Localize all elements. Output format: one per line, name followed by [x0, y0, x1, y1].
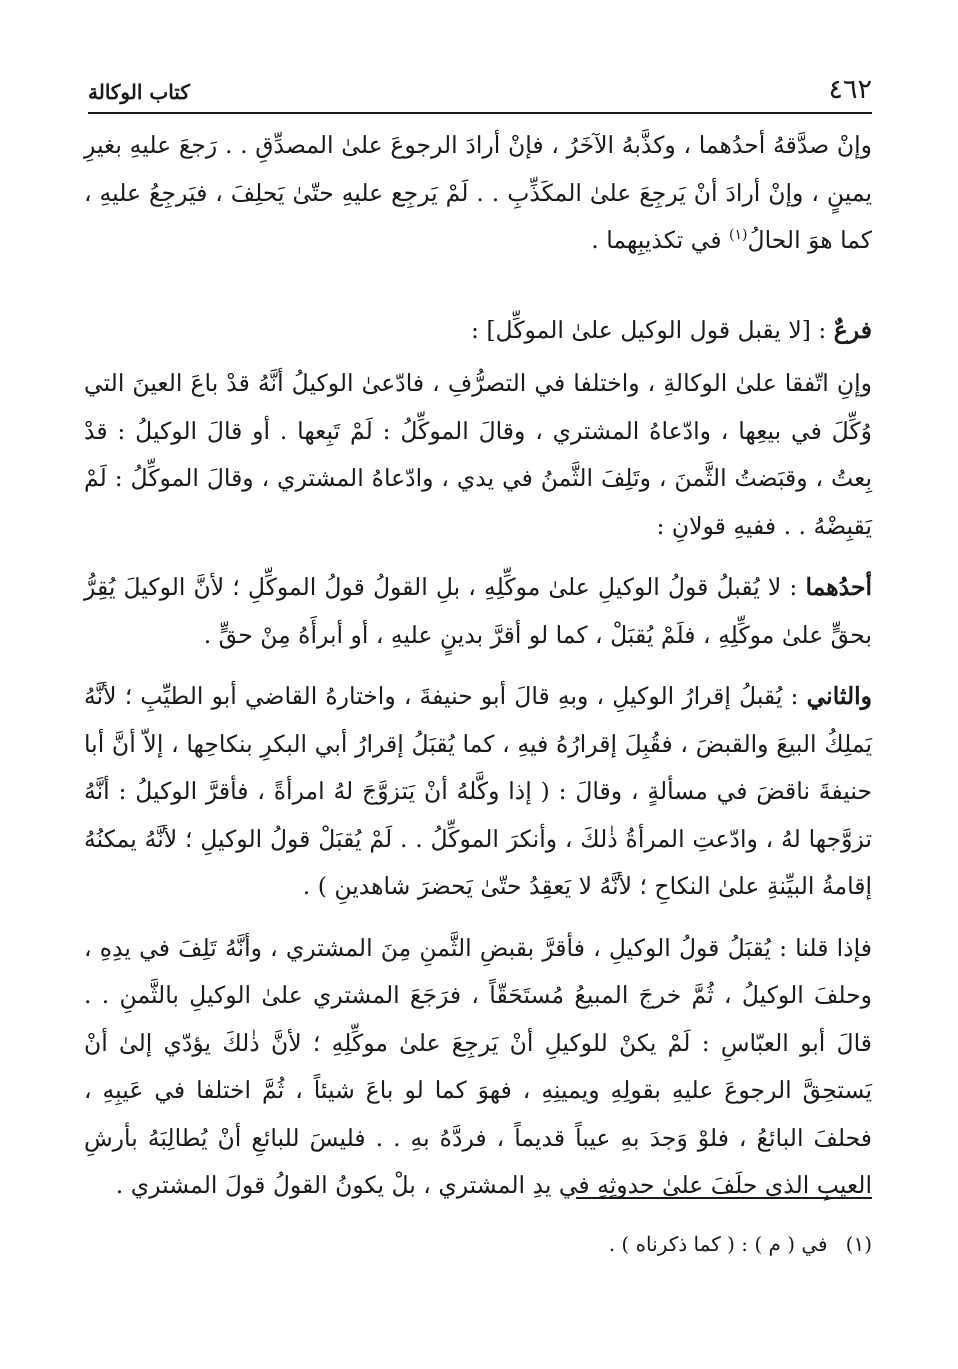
page-number: ٤٦٢ [828, 74, 872, 105]
section-spacer [84, 279, 872, 307]
page-header [88, 72, 872, 114]
branch-title: : [لا يقبل قول الوكيل علىٰ الموكِّل] : [470, 315, 834, 344]
second-opinion-label: والثاني [806, 682, 872, 710]
intro-text-end: في تكذيبِهما . [591, 226, 730, 254]
book-title: كتاب الوكالة [88, 80, 190, 104]
intro-paragraph [84, 122, 872, 265]
second-opinion-text: : يُقبلُ إقرارُ الوكيلِ ، وبهِ قالَ أبو حنيفةَ ، واختارهُ القاضي أبو الطيِّبِ ؛ لأنَّهُ يَملِكُ البيعَ والقبضَ ، فقُبِلَ إقرارُهُ فيهِ ، كما يُقبَلُ إقرارُ أبي البكرِ بنكاحِها ، إلاّ أنَّ أبا حنيفةَ ناقضَ في مسألةٍ ، وقالَ : ( إذا وكَّلهُ أنْ يَتزوَّجَ لهُ امرأةً ، فأقرَّ الوكيلُ : أنَّهُ تزوَّجها لهُ ، وادّعتِ المرأةُ ذٰلكَ ، وأنكرَ الموكِّلُ . . لَمْ يُقبَلْ قولُ الوكيلِ ؛ لأنَّهُ يمكنُهُ إقامةُ البيِّنةِ علىٰ النكاحِ ؛ لأنَّهُ لا يَعقِدُ حتّىٰ يَحضرَ شاهدينِ ) . [84, 682, 872, 900]
main-text [84, 122, 872, 1224]
first-opinion-label: أحدُهما [805, 573, 872, 601]
first-opinion-text: : لا يُقبلُ قولُ الوكيلِ علىٰ موكِّلِهِ ، بلِ القولُ قولُ الموكِّلِ ؛ لأنَّ الوكيلَ يُقِرُّ بحقٍّ علىٰ موكِّلِهِ ، فلَمْ يُقبَلْ ، كما لو أقرَّ بدينٍ عليهِ ، أو أبرأَهُ مِنْ حقٍّ . [84, 573, 872, 649]
footnote-marker: (١) [845, 1232, 872, 1256]
second-opinion-paragraph [84, 673, 872, 911]
footnote [84, 1232, 872, 1256]
intro-text: وإنْ صدَّقهُ أحدُهما ، وكذَّبهُ الآخَرُ ، فإنْ أرادَ الرجوعَ علىٰ المصدِّقِ . . رَجعَ عليهِ بغيرِ يمينٍ ، وإنْ أرادَ أنْ يَرجِعَ علىٰ المكَذِّبِ . . لَمْ يَرجِع عليهِ حتّىٰ يَحلِفَ ، فيَرجِعُ عليهِ ، كما هوَ الحالُ [84, 131, 872, 254]
footnote-reference: (١) [729, 227, 748, 244]
first-opinion-paragraph [84, 564, 872, 659]
footnote-text: في ( م ) : ( كما ذكرناه ) . [608, 1232, 828, 1256]
final-paragraph: فإذا قلنا : يُقبَلُ قولُ الوكيلِ ، فأقرَّ بقبضِ الثَّمنِ مِنَ المشتري ، وأنَّهُ تَلِفَ في يدِهِ ، وحلفَ الوكيلُ ، ثُمَّ خرجَ المبيعُ مُستَحَقّاً ، فرَجَعَ المشتري علىٰ الوكيلِ بالثَّمنِ . . قالَ أبو العبّاسِ : لَمْ يكنْ للوكيلِ أنْ يَرجِعَ علىٰ موكِّلِهِ ؛ لأنَّ ذٰلكَ يؤدّي إلىٰ أنْ يَستحِقَّ الرجوعَ عليهِ بقولِهِ ويمينِهِ ، فهوَ كما لو باعَ شيئاً ، ثُمَّ اختلفا في عَيبِهِ ، فحلفَ البائعُ ، فلوْ وَجدَ بهِ عيباً قديماً ، فردَّهُ بهِ . . فليسَ للبائعِ أنْ يُطالِبَهُ بأرشِ العيبِ الذي حلَفَ علىٰ حدوثِهِ في يدِ المشتري ، بلْ يكونُ القولُ قولَ المشتري . [84, 933, 872, 1199]
footnote-divider [576, 1197, 872, 1199]
case-paragraph: وإنِ اتّفقا علىٰ الوكالةِ ، واختلفا في التصرُّفِ ، فادّعىٰ الوكيلُ أنَّهُ قدْ باعَ العينَ التي وُكِّلَ في بيعِها ، وادّعاهُ المشتري ، وقالَ الموكِّلُ : لَمْ تَبِعها . أو قالَ الوكيلُ : قدْ بِعتُ ، وقبَضتُ الثَّمنَ ، وتَلِفَ الثَّمنُ في يدي ، وادّعاهُ المشتري ، وقالَ الموكِّلُ : لَمْ يَقبِضْهُ . . ففيهِ قولانِ : [84, 369, 872, 540]
branch-heading [84, 307, 872, 355]
branch-label: فرعٌ [833, 315, 872, 344]
